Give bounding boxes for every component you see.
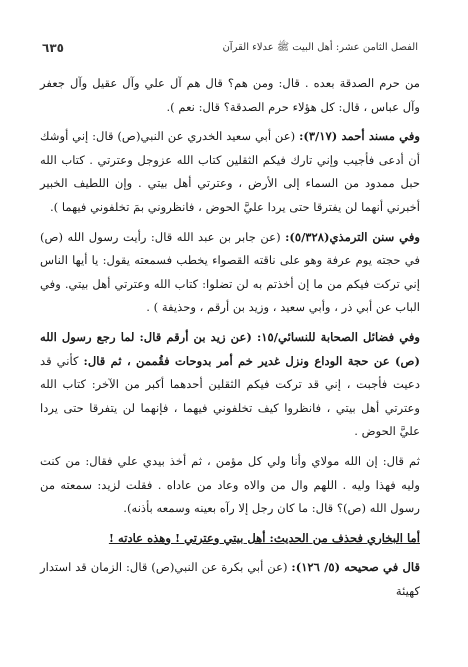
paragraph-1 — [40, 72, 420, 119]
paragraph-5 — [40, 450, 420, 521]
citation-lead: وفي فضائل الصحابة للنسائي/١٥: (عن زيد بن أرقم قال: لما رجع رسول الله (ص) عن حجة الوداع ونزل غدير خم أمر بدوحات فقُممن ، ثم قال: — [40, 329, 420, 368]
paragraph-text: (عن جابر بن عبد الله قال: رأيت رسول الله (ص) في حجته يوم عرفة وهو على ناقته القصواء يخطب فسمعته يقول: يا أيها الناس إني تركت فيكم من ما إن أخذتم به لن تضلوا: كتاب الله وعترتي أهل بيتي. وفي الباب عن أبي ذر ، وأبي سعيد ، وزيد بن أرقم ، وحذيفة ) . — [40, 229, 420, 315]
paragraph-text: من حرم الصدقة بعده . قال: ومن هم؟ قال هم آل علي وآل عقيل وآل جعفر وآل عباس ، قال: كل هؤلاء حرم الصدقة؟ قال: نعم ). — [40, 76, 420, 114]
paragraph-text: (عن أبي بكرة عن النبي(ص) قال: الزمان قد استدار كهيئة — [40, 560, 420, 598]
paragraph-2 — [40, 125, 420, 219]
citation-lead: قال في صحيحه (٥/ ١٢٦): — [291, 560, 420, 575]
citation-lead: وفي سنن الترمذي(٥/٣٢٨): — [285, 229, 420, 244]
running-title: الفصل الثامن عشر: أهل البيت ﷺ عدلاء القرآن — [222, 42, 418, 53]
body-text — [40, 72, 420, 603]
citation-lead: وفي مسند أحمد (٣/١٧): — [299, 129, 420, 144]
page-header — [42, 40, 418, 56]
paragraph-text: ثم قال: إن الله مولاي وأنا ولي كل مؤمن ، ثم أخذ بيدي علي فقال: من كنت وليه فهذا وليه . اللهم وال من والاه وعاد من عاداه . فقلت لزيد: سمعته من رسول الله (ص)؟ قال: ما كان رجل إلا رآه بعينه وسمعه بأذنه). — [40, 453, 420, 516]
paragraph-3 — [40, 226, 420, 320]
page-number: ٦٣٥ — [42, 41, 64, 55]
paragraph-text: أما البخاري فحذف من الحديث: أهل بيتي وعترتي ! وهذه عادته ! — [108, 530, 420, 545]
paragraph-text: كأني قد دعيت فأجبت ، إني قد تركت فيكم الثقلين أحدهما أكبر من الآخر: كتاب الله وعترتي أهل بيتي ، فانظروا كيف تخلفوني فيهما ، فإنهما لن يتفرقا حتى يردا عليَّ الحوض . — [40, 353, 420, 439]
paragraph-7 — [40, 556, 420, 603]
paragraph-text: (عن أبي سعيد الخدري عن النبي(ص) قال: إني أوشك أن أدعى فأجيب وإني تارك فيكم الثقلين كتاب الله عزوجل وعترتي . كتاب الله حبل ممدود من السماء إلى الأرض ، وعترتي أهل بيتي . وإن اللطيف الخبير أخبرني أنهما لن يفترقا حتى يردا عليَّ الحوض ، فانظروني بمَ تخلفوني فيهما ). — [40, 129, 420, 214]
paragraph-6 — [40, 527, 420, 551]
paragraph-4 — [40, 326, 420, 444]
